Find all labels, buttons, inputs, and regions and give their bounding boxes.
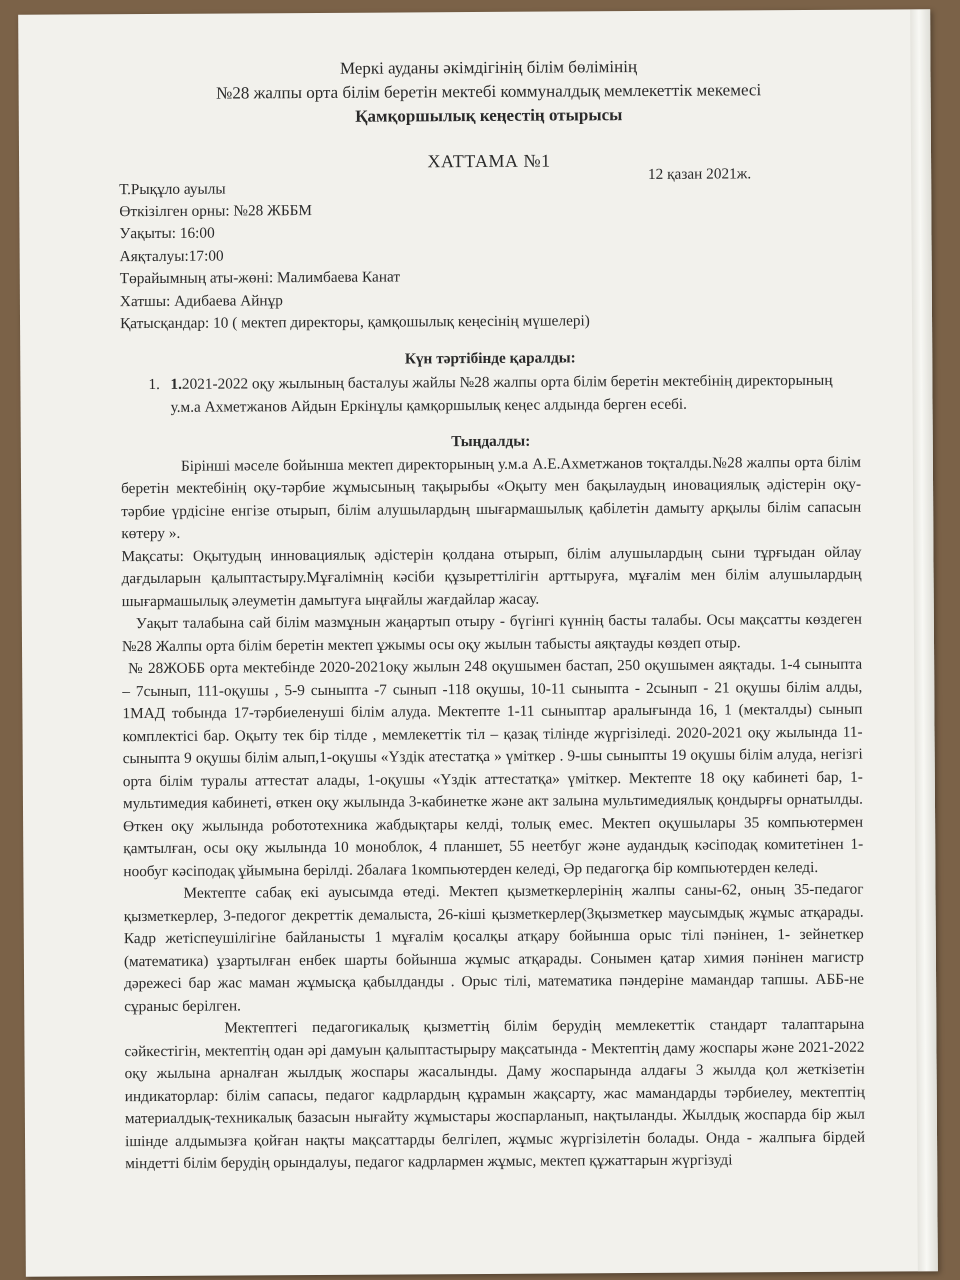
meta-venue: Өткізілген орны: №28 ЖББМ — [119, 201, 313, 220]
heard-paragraph-3: Уақыт талабына сай білім мазмұнын жаңартып отыру - бүгінгі күннің басты талабы. Осы мақсатты көздеген №28 Жалпы орта білім беретін мектеп ұжымы осы оқу жылын табысты аяқтауды көздеп отыр. — [121, 610, 862, 655]
heard-paragraph-4: № 28ЖОББ орта мектебінде 2020-2021оқу жылын 248 оқушымен бастап, 250 оқушымен аяқтады. 1-4 сыныпта – 7сынып, 111-оқушы , 5-9 сыныпта -7 сынып -118 оқушы, 10-11 сыныпта - 2сынып - 21 оқушы білім алды, 1МАД тобында 17-тәрбиеленуші білім алуда. Мектепте 1-11 сыныптар аралығында 16, 1 (мекталды) сынып комплектісі бар. Оқыту тек бір тілде , мемлекеттік тіл – қазақ тілінде жүргізіледі. 2020-2021 оқу жылында 11-сыныпта 9 оқушы білім алып,1-оқушы «Үздік атестатқа » үміткер . 9-шы сыныпты 19 оқушы білім алуда, негізгі орта білім туралы аттестат алады, 1-оқушы «Үздік аттестатқа» үміткер. Мектепте 18 оқу кабинеті бар, 1- мультимедия кабинеті, өткен оқу жылында 3-кабинетке және акт залына мультимедиялық қондырғы орнатылды. Өткен оқу жылында робототехника жабдықтары келді, толық емес. Мектеп оқушылары 35 компьютермен қамтылған, осы оқу жылында 10 моноблок, 4 планшет, 55 неетбуг және аудандық кәсіподақ комитетінен 1- нообуг кәсіподақ ұйымына берілді. 2балаға 1компьютерден келеді, Әр педагогқа бір компьютерден келеді. — [122, 655, 864, 880]
heard-title: Тыңдалды: — [451, 432, 531, 451]
agenda-item-text — [170, 370, 860, 419]
document-page — [18, 9, 938, 1277]
header-line-2: №28 жалпы орта білім беретін мектебі коммуналдық мемлекеттік мекемесі — [216, 80, 762, 103]
header-line-1: Меркі ауданы әкімдігінің білім бөлімінің — [339, 57, 638, 78]
meta-chair: Төрайымның аты-жөні: Малимбаева Канат — [119, 268, 401, 288]
document-title: ХАТТАМА №1 — [427, 150, 551, 172]
agenda-title: Күн тәртібінде қаралды: — [404, 348, 576, 367]
meta-village: Т.Рықұло ауылы — [119, 180, 226, 198]
meta-end: Аяқталуы:17:00 — [119, 247, 224, 265]
heard-paragraph-1: Бірінші мәселе бойынша мектеп директорының у.м.а А.Е.Ахметжанов тоқталды.№28 жалпы орта білім беретін мектебінің оқу-тәрбие жұмысының тақырыбы «Оқыту мен бақылаудың иновациялық әдістерін оқу-тәрбие үрдісіне енгізе отырып, білім алушылардың шығармашылық қабілетін дамыту арқылы білім сапасын көтеру ». — [120, 453, 862, 543]
page-edge — [910, 9, 938, 1271]
agenda-item — [120, 370, 860, 420]
heard-paragraph-2: Мақсаты: Оқытудың инновациялық әдістерін қолдана отырып, білім алушылардың сыни тұрғыдан ойлау дағдыларын қалыптастыру.Мұғалімнің кәсіби құзыреттілігін арттыруға, мұғалім мен білім алушылардың шығармашылық әлеуметін дамытуға ыңғайлы жағдайлар жасау. — [121, 543, 862, 610]
heard-paragraph-5: Мектепте сабақ екі ауысымда өтеді. Мектеп қызметкерлерінің жалпы саны-62, оның 35-педагог қызметкерлер, 3-педогог декреттік демалыста, 26-кіші қызметкерлер(3қызметкер маусымдық жұмыс атқарады. Кадр жетіспеушілігіне байланысты 1 мұғалім қосалқы атқару бойынша орыс тілі пәнінен, 1- зейнеткер (математика) ұзартылған енбек шарты бойынша жұмыс атқарады. Сонымен қатар химия пәнінен магистр дәрежесі бар жас маман жұмысқа қабылданды . Орыс тілі, математика пәндеріне мамандар тапшы. АББ-не сұраныс берілген. — [123, 880, 865, 1015]
meta-top-row — [119, 164, 859, 201]
meta-secretary: Хатшы: Адибаева Айнұр — [119, 291, 283, 310]
document-content — [118, 54, 865, 1176]
heard-paragraph-6: Мектептегі педагогикалық қызметтің білім берудің мемлекеттік стандарт талаптарына сәйкестігін, мектептің одан әрі дамуын қалыптастырыру мақсатында - Мектептің даму жоспары және 2021-2022 оқу жылына арналған жылдық жоспары жасалынды. Даму жоспарында алдағы 3 жылда қол жеткізетін индикаторлар: білім сапасы, педагог кадрлардың құрамын жақсарту, жас мамандарды тәрбиелеу, мектептің материалдық-техникалық базасын нығайту жұмыстары жоспарланып, нақтыланды. Жылдық жоспарда бір жыл ішінде алдымызға қойған нақты мақсаттарды белгілеп, жұмыс жүргізілетін болады. Онда - жалпыға бірдей міндетті білім берудің орындалуы, педагог кадрлармен жұмыс, мектеп құжаттарын жүргізуді — [124, 1015, 866, 1173]
agenda-item-number: 1. — [148, 375, 160, 394]
meta-time: Уақыты: 16:00 — [119, 224, 215, 243]
header-line-3: Қамқоршылық кеңестің отырысы — [355, 105, 623, 126]
meta-participants: Қатысқандар: 10 ( мектеп директоры, қамқошылық кеңесінің мүшелері) — [119, 312, 590, 333]
meta-date: 12 қазан 2021ж. — [647, 164, 752, 183]
agenda-item-body: 2021-2022 оқу жылының басталуы жайлы №28 жалпы орта білім беретін мектебінің директорының у.м.а Ахметжанов Айдын Еркінұлы қамқоршылық кеңес алдында берген есебі. — [170, 371, 833, 416]
agenda-item-bold: 1. — [170, 375, 182, 393]
